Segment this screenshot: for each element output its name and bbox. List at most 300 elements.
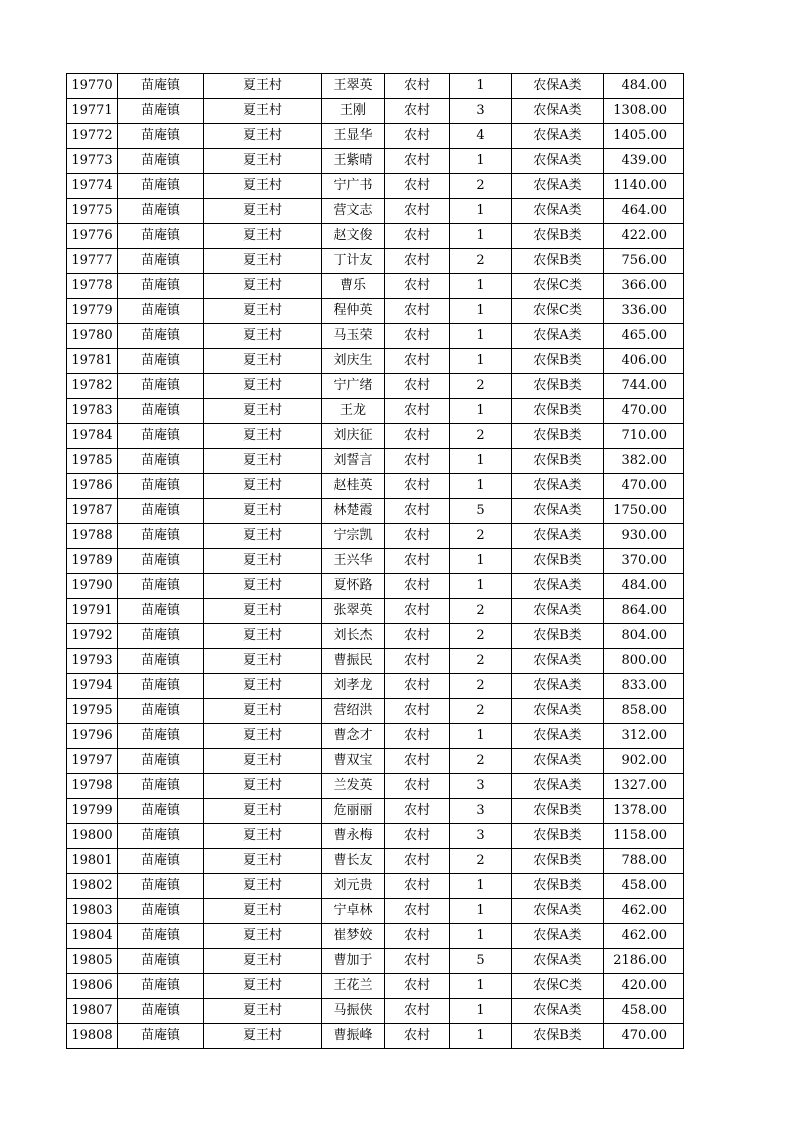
- cell-name: 曹双宝: [322, 749, 385, 774]
- cell-town: 苗庵镇: [118, 349, 204, 374]
- cell-type: 农村: [385, 549, 450, 574]
- cell-amount: 2186.00: [604, 949, 684, 974]
- cell-name: 张翠英: [322, 599, 385, 624]
- cell-amount: 406.00: [604, 349, 684, 374]
- cell-count: 2: [450, 749, 512, 774]
- cell-amount: 422.00: [604, 224, 684, 249]
- cell-village: 夏王村: [204, 124, 322, 149]
- cell-village: 夏王村: [204, 524, 322, 549]
- cell-category: 农保A类: [512, 949, 604, 974]
- cell-town: 苗庵镇: [118, 799, 204, 824]
- cell-name: 刘元贵: [322, 874, 385, 899]
- cell-town: 苗庵镇: [118, 924, 204, 949]
- cell-village: 夏王村: [204, 799, 322, 824]
- cell-amount: 833.00: [604, 674, 684, 699]
- cell-count: 3: [450, 99, 512, 124]
- cell-village: 夏王村: [204, 1024, 322, 1049]
- cell-category: 农保B类: [512, 349, 604, 374]
- cell-type: 农村: [385, 799, 450, 824]
- cell-id: 19790: [67, 574, 118, 599]
- cell-id: 19804: [67, 924, 118, 949]
- cell-count: 1: [450, 474, 512, 499]
- cell-category: 农保A类: [512, 474, 604, 499]
- table-row: [67, 874, 684, 899]
- cell-village: 夏王村: [204, 99, 322, 124]
- cell-village: 夏王村: [204, 899, 322, 924]
- cell-amount: 382.00: [604, 449, 684, 474]
- cell-id: 19780: [67, 324, 118, 349]
- cell-town: 苗庵镇: [118, 599, 204, 624]
- cell-type: 农村: [385, 474, 450, 499]
- cell-amount: 858.00: [604, 699, 684, 724]
- cell-category: 农保A类: [512, 899, 604, 924]
- table-row: [67, 124, 684, 149]
- cell-town: 苗庵镇: [118, 274, 204, 299]
- cell-amount: 800.00: [604, 649, 684, 674]
- table-row: [67, 574, 684, 599]
- cell-village: 夏王村: [204, 499, 322, 524]
- cell-count: 1: [450, 149, 512, 174]
- cell-village: 夏王村: [204, 874, 322, 899]
- cell-village: 夏王村: [204, 699, 322, 724]
- cell-name: 曹加于: [322, 949, 385, 974]
- cell-category: 农保A类: [512, 524, 604, 549]
- cell-type: 农村: [385, 524, 450, 549]
- cell-category: 农保B类: [512, 549, 604, 574]
- cell-id: 19807: [67, 999, 118, 1024]
- cell-type: 农村: [385, 924, 450, 949]
- table-row: [67, 299, 684, 324]
- cell-type: 农村: [385, 724, 450, 749]
- cell-count: 1: [450, 724, 512, 749]
- cell-category: 农保A类: [512, 74, 604, 99]
- cell-count: 1: [450, 899, 512, 924]
- cell-count: 2: [450, 849, 512, 874]
- table-row: [67, 474, 684, 499]
- cell-amount: 465.00: [604, 324, 684, 349]
- cell-type: 农村: [385, 749, 450, 774]
- cell-village: 夏王村: [204, 174, 322, 199]
- cell-village: 夏王村: [204, 374, 322, 399]
- cell-category: 农保A类: [512, 749, 604, 774]
- cell-amount: 470.00: [604, 1024, 684, 1049]
- cell-name: 崔梦姣: [322, 924, 385, 949]
- cell-category: 农保B类: [512, 849, 604, 874]
- cell-type: 农村: [385, 774, 450, 799]
- table-row: [67, 774, 684, 799]
- cell-amount: 1140.00: [604, 174, 684, 199]
- cell-name: 王刚: [322, 99, 385, 124]
- cell-type: 农村: [385, 374, 450, 399]
- cell-id: 19779: [67, 299, 118, 324]
- cell-count: 5: [450, 949, 512, 974]
- cell-town: 苗庵镇: [118, 949, 204, 974]
- cell-name: 夏怀路: [322, 574, 385, 599]
- cell-category: 农保A类: [512, 124, 604, 149]
- cell-village: 夏王村: [204, 774, 322, 799]
- cell-id: 19799: [67, 799, 118, 824]
- cell-town: 苗庵镇: [118, 474, 204, 499]
- cell-type: 农村: [385, 199, 450, 224]
- cell-town: 苗庵镇: [118, 724, 204, 749]
- cell-id: 19803: [67, 899, 118, 924]
- cell-town: 苗庵镇: [118, 624, 204, 649]
- cell-amount: 420.00: [604, 974, 684, 999]
- table-row: [67, 649, 684, 674]
- cell-town: 苗庵镇: [118, 399, 204, 424]
- cell-id: 19794: [67, 674, 118, 699]
- cell-town: 苗庵镇: [118, 199, 204, 224]
- cell-village: 夏王村: [204, 849, 322, 874]
- cell-count: 3: [450, 824, 512, 849]
- cell-type: 农村: [385, 574, 450, 599]
- cell-amount: 312.00: [604, 724, 684, 749]
- cell-count: 2: [450, 674, 512, 699]
- cell-type: 农村: [385, 249, 450, 274]
- cell-village: 夏王村: [204, 599, 322, 624]
- cell-type: 农村: [385, 974, 450, 999]
- cell-town: 苗庵镇: [118, 899, 204, 924]
- cell-amount: 744.00: [604, 374, 684, 399]
- cell-count: 2: [450, 649, 512, 674]
- cell-name: 兰发英: [322, 774, 385, 799]
- cell-category: 农保B类: [512, 824, 604, 849]
- table-row: [67, 1024, 684, 1049]
- cell-town: 苗庵镇: [118, 224, 204, 249]
- table-row: [67, 549, 684, 574]
- cell-type: 农村: [385, 449, 450, 474]
- table-row: [67, 99, 684, 124]
- cell-name: 刘庆生: [322, 349, 385, 374]
- cell-town: 苗庵镇: [118, 374, 204, 399]
- cell-count: 2: [450, 599, 512, 624]
- cell-id: 19801: [67, 849, 118, 874]
- cell-village: 夏王村: [204, 424, 322, 449]
- cell-town: 苗庵镇: [118, 674, 204, 699]
- cell-town: 苗庵镇: [118, 324, 204, 349]
- cell-town: 苗庵镇: [118, 699, 204, 724]
- cell-name: 曹长友: [322, 849, 385, 874]
- cell-name: 王兴华: [322, 549, 385, 574]
- cell-name: 危丽丽: [322, 799, 385, 824]
- cell-id: 19789: [67, 549, 118, 574]
- cell-type: 农村: [385, 324, 450, 349]
- cell-id: 19776: [67, 224, 118, 249]
- cell-count: 3: [450, 799, 512, 824]
- cell-name: 宁宗凯: [322, 524, 385, 549]
- cell-id: 19788: [67, 524, 118, 549]
- cell-id: 19798: [67, 774, 118, 799]
- cell-id: 19770: [67, 74, 118, 99]
- cell-type: 农村: [385, 274, 450, 299]
- subsidy-table: [66, 73, 684, 1049]
- cell-amount: 370.00: [604, 549, 684, 574]
- cell-id: 19781: [67, 349, 118, 374]
- cell-village: 夏王村: [204, 199, 322, 224]
- cell-type: 农村: [385, 949, 450, 974]
- table-row: [67, 599, 684, 624]
- cell-category: 农保C类: [512, 299, 604, 324]
- cell-name: 刘誓言: [322, 449, 385, 474]
- cell-name: 宁卓林: [322, 899, 385, 924]
- cell-town: 苗庵镇: [118, 849, 204, 874]
- cell-village: 夏王村: [204, 399, 322, 424]
- cell-category: 农保A类: [512, 324, 604, 349]
- cell-count: 2: [450, 524, 512, 549]
- cell-type: 农村: [385, 224, 450, 249]
- cell-category: 农保A类: [512, 149, 604, 174]
- cell-type: 农村: [385, 174, 450, 199]
- cell-id: 19792: [67, 624, 118, 649]
- table-row: [67, 324, 684, 349]
- cell-category: 农保C类: [512, 274, 604, 299]
- cell-town: 苗庵镇: [118, 974, 204, 999]
- table-row: [67, 999, 684, 1024]
- cell-village: 夏王村: [204, 574, 322, 599]
- cell-type: 农村: [385, 849, 450, 874]
- cell-town: 苗庵镇: [118, 74, 204, 99]
- cell-id: 19774: [67, 174, 118, 199]
- cell-village: 夏王村: [204, 924, 322, 949]
- cell-category: 农保A类: [512, 99, 604, 124]
- table-row: [67, 274, 684, 299]
- table-row: [67, 349, 684, 374]
- cell-village: 夏王村: [204, 449, 322, 474]
- cell-count: 1: [450, 999, 512, 1024]
- cell-town: 苗庵镇: [118, 149, 204, 174]
- cell-name: 刘孝龙: [322, 674, 385, 699]
- cell-id: 19772: [67, 124, 118, 149]
- cell-id: 19778: [67, 274, 118, 299]
- cell-category: 农保A类: [512, 724, 604, 749]
- table-row: [67, 624, 684, 649]
- cell-amount: 470.00: [604, 474, 684, 499]
- cell-category: 农保B类: [512, 224, 604, 249]
- cell-village: 夏王村: [204, 649, 322, 674]
- cell-type: 农村: [385, 649, 450, 674]
- cell-count: 1: [450, 549, 512, 574]
- cell-category: 农保B类: [512, 1024, 604, 1049]
- cell-count: 1: [450, 274, 512, 299]
- cell-count: 2: [450, 699, 512, 724]
- table-row: [67, 524, 684, 549]
- cell-name: 刘长杰: [322, 624, 385, 649]
- table-row: [67, 399, 684, 424]
- cell-town: 苗庵镇: [118, 249, 204, 274]
- cell-type: 农村: [385, 399, 450, 424]
- table-row: [67, 224, 684, 249]
- cell-name: 王花兰: [322, 974, 385, 999]
- cell-village: 夏王村: [204, 349, 322, 374]
- cell-village: 夏王村: [204, 674, 322, 699]
- cell-id: 19771: [67, 99, 118, 124]
- cell-count: 1: [450, 924, 512, 949]
- cell-id: 19797: [67, 749, 118, 774]
- cell-town: 苗庵镇: [118, 99, 204, 124]
- cell-town: 苗庵镇: [118, 824, 204, 849]
- cell-count: 2: [450, 374, 512, 399]
- cell-town: 苗庵镇: [118, 124, 204, 149]
- cell-id: 19787: [67, 499, 118, 524]
- cell-town: 苗庵镇: [118, 749, 204, 774]
- table-row: [67, 799, 684, 824]
- cell-id: 19775: [67, 199, 118, 224]
- cell-village: 夏王村: [204, 299, 322, 324]
- cell-type: 农村: [385, 874, 450, 899]
- cell-type: 农村: [385, 74, 450, 99]
- cell-category: 农保A类: [512, 999, 604, 1024]
- cell-town: 苗庵镇: [118, 649, 204, 674]
- cell-town: 苗庵镇: [118, 174, 204, 199]
- cell-count: 1: [450, 199, 512, 224]
- table-body: [67, 74, 684, 1049]
- cell-name: 王显华: [322, 124, 385, 149]
- cell-town: 苗庵镇: [118, 299, 204, 324]
- cell-count: 1: [450, 874, 512, 899]
- table-row: [67, 174, 684, 199]
- cell-village: 夏王村: [204, 824, 322, 849]
- cell-type: 农村: [385, 99, 450, 124]
- cell-amount: 1327.00: [604, 774, 684, 799]
- cell-type: 农村: [385, 999, 450, 1024]
- cell-amount: 756.00: [604, 249, 684, 274]
- cell-amount: 1308.00: [604, 99, 684, 124]
- cell-name: 丁计友: [322, 249, 385, 274]
- cell-village: 夏王村: [204, 474, 322, 499]
- cell-type: 农村: [385, 124, 450, 149]
- cell-name: 曹乐: [322, 274, 385, 299]
- cell-name: 营文志: [322, 199, 385, 224]
- cell-category: 农保B类: [512, 449, 604, 474]
- cell-count: 3: [450, 774, 512, 799]
- cell-amount: 1405.00: [604, 124, 684, 149]
- cell-id: 19785: [67, 449, 118, 474]
- cell-category: 农保A类: [512, 674, 604, 699]
- table-row: [67, 674, 684, 699]
- cell-name: 马振侠: [322, 999, 385, 1024]
- cell-count: 2: [450, 249, 512, 274]
- cell-id: 19784: [67, 424, 118, 449]
- cell-amount: 788.00: [604, 849, 684, 874]
- table-row: [67, 849, 684, 874]
- cell-name: 程仲英: [322, 299, 385, 324]
- cell-id: 19800: [67, 824, 118, 849]
- cell-town: 苗庵镇: [118, 449, 204, 474]
- cell-village: 夏王村: [204, 724, 322, 749]
- cell-amount: 930.00: [604, 524, 684, 549]
- cell-village: 夏王村: [204, 224, 322, 249]
- cell-count: 1: [450, 449, 512, 474]
- cell-count: 1: [450, 299, 512, 324]
- cell-type: 农村: [385, 624, 450, 649]
- cell-category: 农保A类: [512, 774, 604, 799]
- cell-village: 夏王村: [204, 149, 322, 174]
- cell-amount: 710.00: [604, 424, 684, 449]
- cell-amount: 458.00: [604, 874, 684, 899]
- cell-village: 夏王村: [204, 949, 322, 974]
- cell-category: 农保A类: [512, 599, 604, 624]
- cell-name: 赵文俊: [322, 224, 385, 249]
- cell-count: 1: [450, 74, 512, 99]
- cell-amount: 462.00: [604, 924, 684, 949]
- cell-type: 农村: [385, 824, 450, 849]
- cell-id: 19777: [67, 249, 118, 274]
- cell-village: 夏王村: [204, 624, 322, 649]
- cell-id: 19773: [67, 149, 118, 174]
- cell-name: 林楚霞: [322, 499, 385, 524]
- cell-id: 19808: [67, 1024, 118, 1049]
- cell-count: 1: [450, 974, 512, 999]
- cell-town: 苗庵镇: [118, 524, 204, 549]
- table-row: [67, 699, 684, 724]
- cell-amount: 804.00: [604, 624, 684, 649]
- cell-id: 19796: [67, 724, 118, 749]
- cell-count: 1: [450, 224, 512, 249]
- cell-amount: 484.00: [604, 74, 684, 99]
- cell-category: 农保A类: [512, 924, 604, 949]
- cell-category: 农保B类: [512, 874, 604, 899]
- cell-category: 农保A类: [512, 574, 604, 599]
- cell-type: 农村: [385, 1024, 450, 1049]
- cell-name: 曹振峰: [322, 1024, 385, 1049]
- cell-amount: 1158.00: [604, 824, 684, 849]
- cell-id: 19806: [67, 974, 118, 999]
- cell-category: 农保A类: [512, 174, 604, 199]
- cell-id: 19783: [67, 399, 118, 424]
- cell-name: 刘庆征: [322, 424, 385, 449]
- cell-name: 曹永梅: [322, 824, 385, 849]
- cell-type: 农村: [385, 499, 450, 524]
- cell-count: 1: [450, 324, 512, 349]
- cell-category: 农保B类: [512, 249, 604, 274]
- cell-type: 农村: [385, 349, 450, 374]
- cell-name: 赵桂英: [322, 474, 385, 499]
- cell-name: 宁广书: [322, 174, 385, 199]
- cell-category: 农保A类: [512, 649, 604, 674]
- cell-town: 苗庵镇: [118, 574, 204, 599]
- cell-type: 农村: [385, 899, 450, 924]
- cell-category: 农保B类: [512, 399, 604, 424]
- data-table-container: [66, 73, 683, 1049]
- cell-type: 农村: [385, 424, 450, 449]
- cell-count: 2: [450, 174, 512, 199]
- table-row: [67, 149, 684, 174]
- table-row: [67, 249, 684, 274]
- cell-category: 农保B类: [512, 624, 604, 649]
- table-row: [67, 424, 684, 449]
- cell-amount: 464.00: [604, 199, 684, 224]
- cell-category: 农保A类: [512, 699, 604, 724]
- cell-count: 2: [450, 424, 512, 449]
- cell-id: 19802: [67, 874, 118, 899]
- cell-category: 农保A类: [512, 199, 604, 224]
- cell-type: 农村: [385, 674, 450, 699]
- cell-village: 夏王村: [204, 974, 322, 999]
- cell-name: 王龙: [322, 399, 385, 424]
- cell-name: 曹念才: [322, 724, 385, 749]
- cell-id: 19791: [67, 599, 118, 624]
- cell-type: 农村: [385, 599, 450, 624]
- cell-town: 苗庵镇: [118, 499, 204, 524]
- cell-name: 营绍洪: [322, 699, 385, 724]
- cell-name: 曹振民: [322, 649, 385, 674]
- table-row: [67, 824, 684, 849]
- cell-name: 宁广绪: [322, 374, 385, 399]
- cell-category: 农保C类: [512, 974, 604, 999]
- cell-amount: 484.00: [604, 574, 684, 599]
- cell-type: 农村: [385, 699, 450, 724]
- cell-village: 夏王村: [204, 324, 322, 349]
